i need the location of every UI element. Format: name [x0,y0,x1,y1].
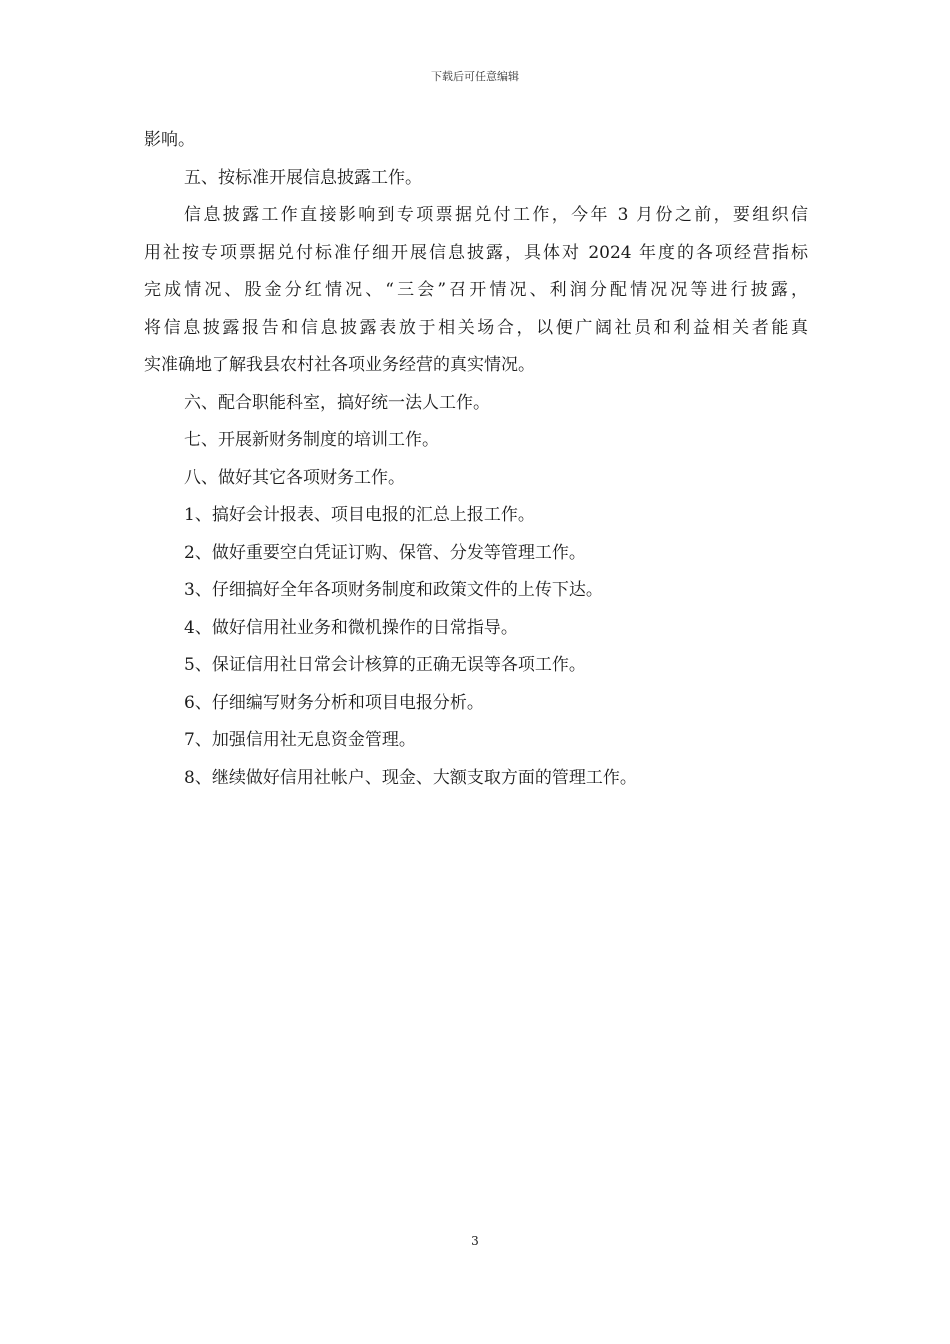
list-item: 6、仔细编写财务分析和项目电报分析。 [184,692,484,713]
section-heading-5: 五、按标准开展信息披露工作。 [184,167,422,188]
paragraph-line: 用社按专项票据兑付标准仔细开展信息披露，具体对 2024 年度的各项经营指标 [144,242,808,263]
paragraph-line: 完成情况、股金分红情况、“三会”召开情况、利润分配情况况等进行披露， [144,280,808,300]
document-body [144,122,808,797]
list-item: 8、继续做好信用社帐户、现金、大额支取方面的管理工作。 [184,767,637,788]
section-heading-8: 八、做好其它各项财务工作。 [184,467,405,488]
list-item: 2、做好重要空白凭证订购、保管、分发等管理工作。 [184,542,586,563]
paragraph-line: 实准确地了解我县农村社各项业务经营的真实情况。 [144,355,535,375]
list-item: 5、保证信用社日常会计核算的正确无误等各项工作。 [184,655,586,675]
list-item: 7、加强信用社无息资金管理。 [184,730,416,750]
list-item: 3、仔细搞好全年各项财务制度和政策文件的上传下达。 [184,580,603,600]
section-heading-7: 七、开展新财务制度的培训工作。 [184,430,439,450]
page-header: 下载后可任意编辑 [431,70,519,83]
list-item: 1、搞好会计报表、项目电报的汇总上报工作。 [184,505,535,525]
paragraph-line: 影响。 [144,130,195,150]
section-heading-6: 六、配合职能科室，搞好统一法人工作。 [184,392,490,413]
paragraph-line: 将信息披露报告和信息披露表放于相关场合，以便广阔社员和利益相关者能真 [144,317,808,338]
paragraph-line: 信息披露工作直接影响到专项票据兑付工作，今年 3 月份之前，要组织信 [184,205,808,225]
list-item: 4、做好信用社业务和微机操作的日常指导。 [184,617,518,638]
page-number: 3 [471,1234,479,1248]
